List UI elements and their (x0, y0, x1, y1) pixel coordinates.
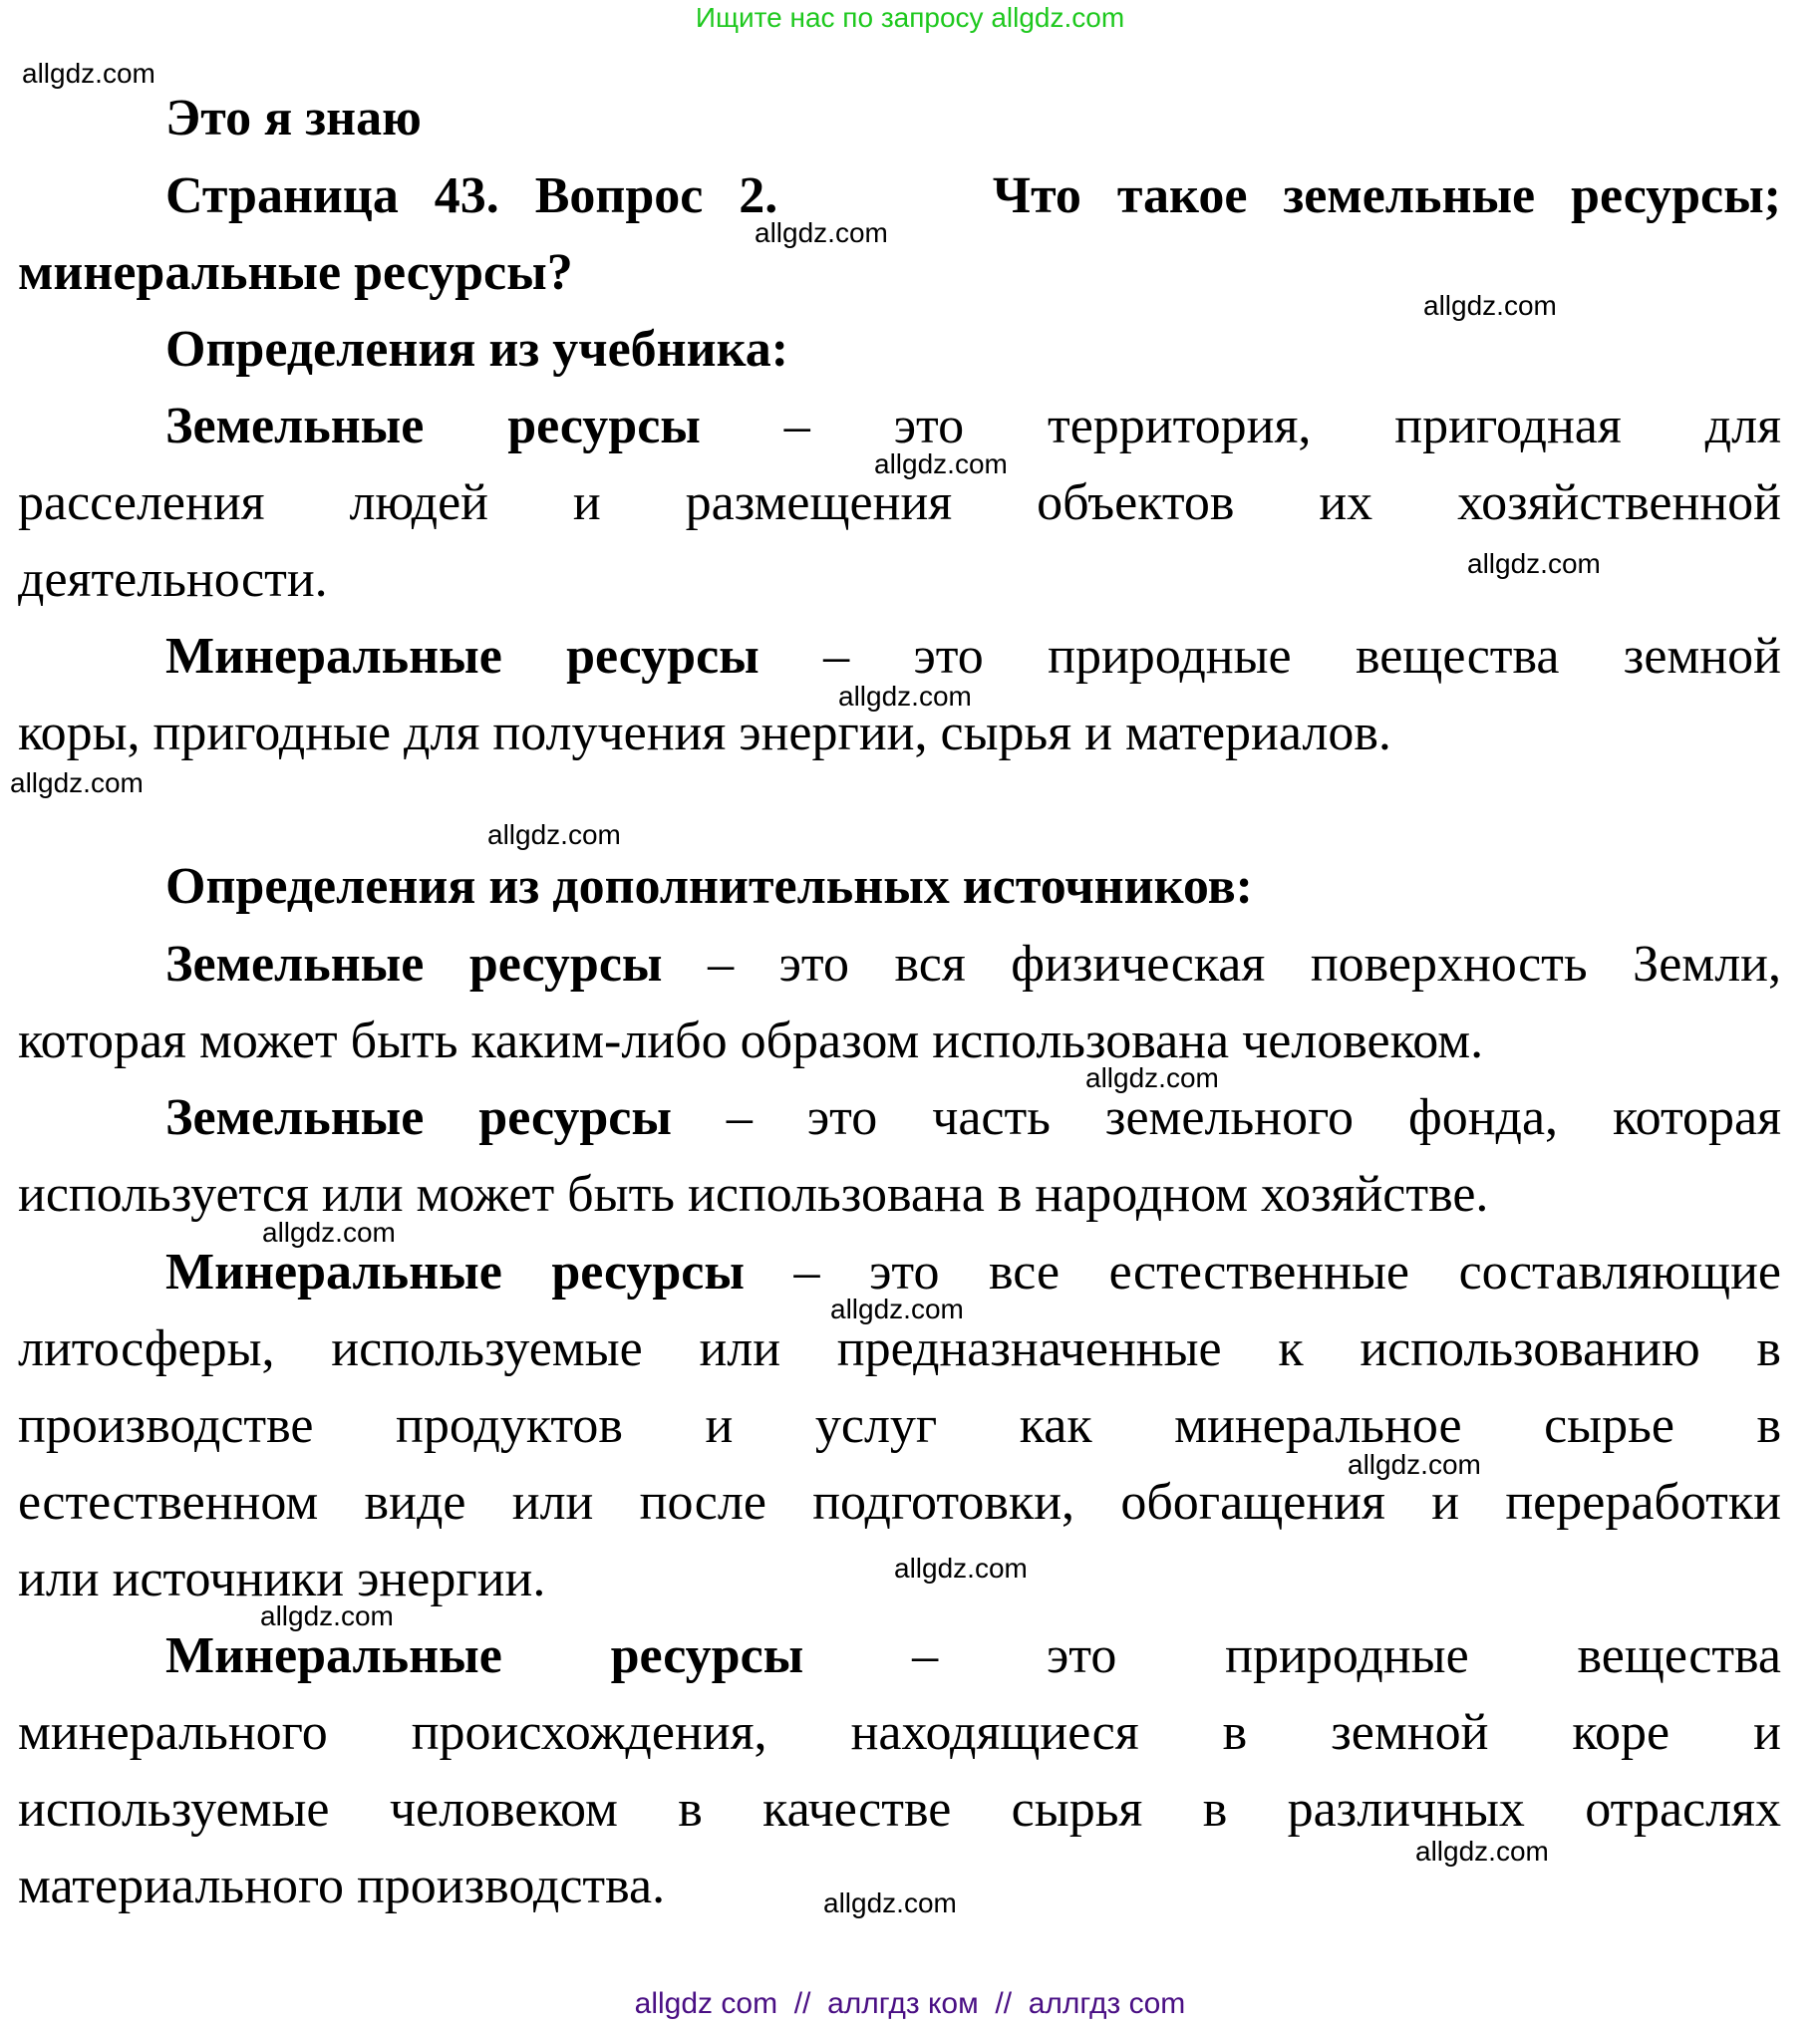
heading-text: Определения из учебника: (165, 321, 789, 378)
question (18, 157, 1781, 311)
watermark: allgdz.com (22, 58, 155, 89)
watermark: allgdz.com (487, 819, 621, 850)
textbook-heading (18, 311, 1781, 388)
watermark: allgdz.com (260, 1600, 394, 1631)
definition-text: – это часть земельного фонда, которая (671, 1089, 1781, 1146)
question-line: Страница 43. Вопрос 2. Что такое земельные ресурсы; (165, 167, 1781, 224)
watermark: allgdz.com (1348, 1449, 1481, 1480)
watermark: allgdz.com (755, 217, 888, 248)
watermark: allgdz.com (1085, 1062, 1219, 1093)
watermark: allgdz.com (874, 448, 1008, 479)
definition-text: коры, пригодные для получения энергии, сырья и материалов. (18, 705, 1391, 761)
definition (18, 1617, 1781, 1924)
watermark: allgdz.com (262, 1217, 396, 1248)
definition (18, 388, 1781, 618)
extra-heading (18, 848, 1781, 925)
definition-text: или источники энергии. (18, 1551, 546, 1607)
definition-text: – это территория, пригодная для (700, 398, 1782, 454)
definition (18, 926, 1781, 1079)
watermark: allgdz.com (894, 1553, 1028, 1584)
definition-text: минерального происхождения, находящиеся в земной коре и (18, 1704, 1781, 1761)
term: Минеральные ресурсы (165, 1627, 804, 1684)
definition-text: которая может быть каким-либо образом использована человеком. (18, 1013, 1484, 1069)
watermark: allgdz.com (1415, 1836, 1549, 1867)
definition (18, 1079, 1781, 1233)
definition-text: – это все естественные составляющие (744, 1244, 1781, 1301)
watermark: allgdz.com (830, 1294, 964, 1324)
definition-text: материального производства. (18, 1858, 666, 1914)
term: Земельные ресурсы (165, 1089, 672, 1146)
definition-text: деятельности. (18, 551, 328, 608)
definition-text: используется или может быть использована в народном хозяйстве. (18, 1166, 1489, 1223)
search-hint-link[interactable]: Ищите нас по запросу allgdz.com (695, 2, 1125, 33)
watermark: allgdz.com (823, 1887, 957, 1918)
term: Земельные ресурсы (165, 398, 701, 454)
term: Земельные ресурсы (165, 936, 663, 993)
definition-text: естественном виде или после подготовки, обогащения и переработки (18, 1474, 1781, 1531)
definition-text: – это вся физическая поверхность Земли, (662, 936, 1781, 993)
heading-text: Определения из дополнительных источников: (165, 858, 1253, 915)
section-title (18, 80, 1781, 156)
footer-links[interactable]: allgdz com // аллгдз ком // аллгдз com (634, 1987, 1186, 2020)
watermark: allgdz.com (838, 681, 972, 712)
definition-text: используемые человеком в качестве сырья в различных отраслях (18, 1781, 1781, 1838)
watermark: allgdz.com (1423, 290, 1557, 321)
definition-text: – это природные вещества земной (758, 628, 1781, 685)
definition-text: производстве продуктов и услуг как минеральное сырье в (18, 1397, 1781, 1454)
definition-text: – это природные вещества (803, 1627, 1781, 1684)
section-title-text: Это я знаю (165, 90, 422, 146)
term: Минеральные ресурсы (165, 1244, 745, 1301)
watermark: allgdz.com (10, 767, 144, 798)
watermark: allgdz.com (1467, 548, 1601, 579)
definition-text: расселения людей и размещения объектов их хозяйственной (18, 474, 1781, 531)
question-line: минеральные ресурсы? (18, 244, 573, 301)
term: Минеральные ресурсы (165, 628, 759, 685)
definition-text: литосферы, используемые или предназначенные к использованию в (18, 1320, 1781, 1377)
